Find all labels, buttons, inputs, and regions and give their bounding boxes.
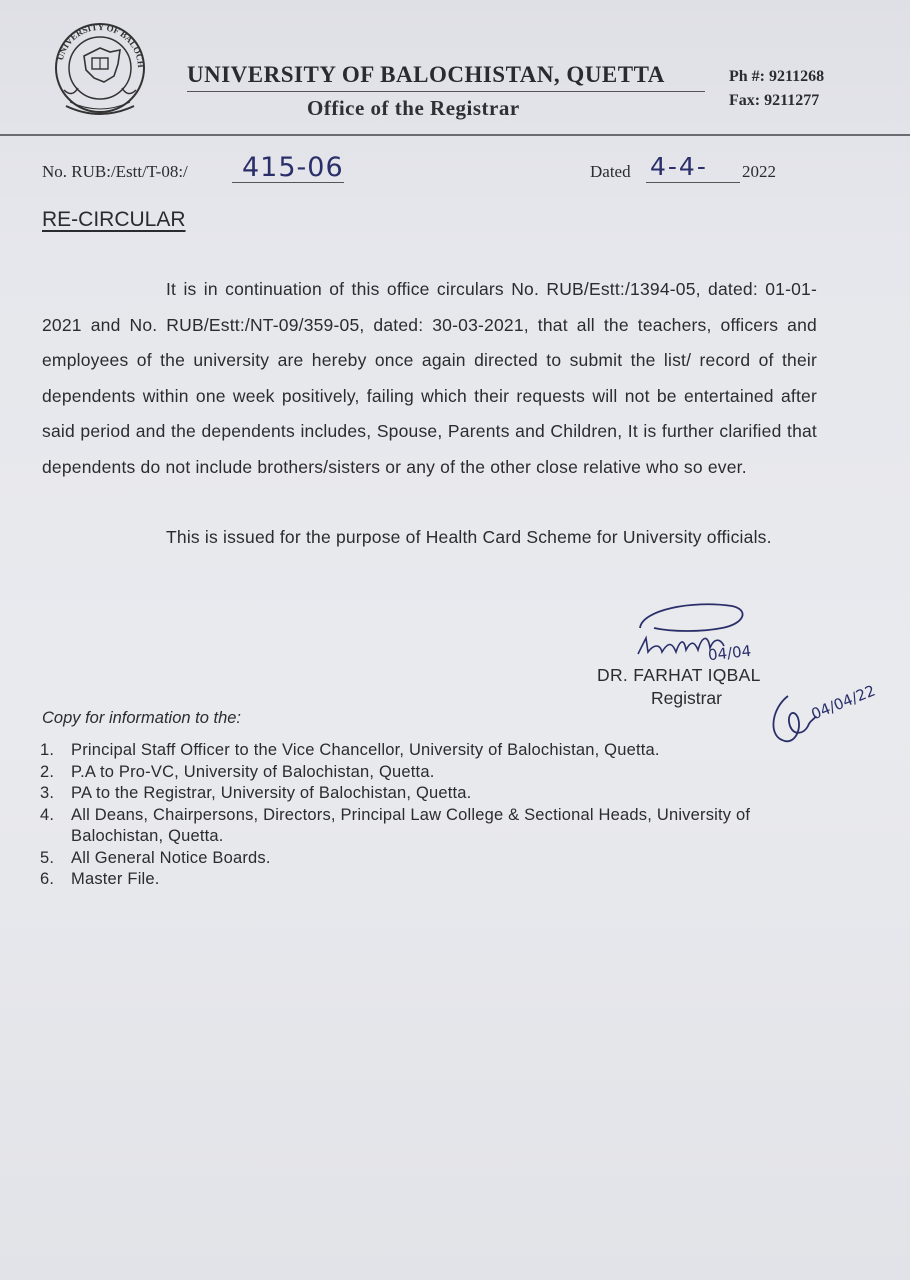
copy-item-number: 1. [40, 741, 55, 759]
reference-number-handwritten: 415-06 [242, 152, 344, 183]
copy-item-text: All Deans, Chairpersons, Directors, Principal Law College & Sectional Heads, University of Balochistan, Quetta. [71, 805, 751, 845]
copy-list-item [40, 805, 830, 848]
date-year: 2022 [742, 162, 776, 181]
header-divider [0, 134, 910, 136]
phone-number: Ph #: 9211268 [729, 68, 825, 85]
copy-list-item [40, 848, 830, 870]
copy-item-number: 6. [40, 870, 55, 888]
initials-signature [768, 690, 820, 746]
document-heading: RE-CIRCULAR [42, 208, 186, 231]
signature-date-handwritten: 04/04 [707, 641, 753, 665]
initials-date-handwritten: 04/04/22 [808, 681, 878, 724]
reference-label: No. RUB:/Estt/T-08:/ [42, 162, 188, 181]
copy-item-text: Master File. [71, 870, 160, 888]
copy-item-text: PA to the Registrar, University of Balochistan, Quetta. [71, 784, 472, 802]
date-handwritten: 4-4- [650, 152, 708, 181]
date-blank-line [646, 182, 740, 183]
university-seal-logo [44, 18, 156, 130]
copy-list-item [40, 783, 830, 805]
copy-item-number: 4. [40, 805, 55, 824]
fax-number: Fax: 9211277 [729, 92, 820, 109]
university-name: UNIVERSITY OF BALOCHISTAN, QUETTA [187, 62, 665, 87]
copy-list-item [40, 740, 830, 762]
office-name: Office of the Registrar [307, 96, 520, 120]
signatory-designation: Registrar [651, 688, 722, 708]
copy-item-number: 2. [40, 762, 55, 781]
signatory-name: DR. FARHAT IQBAL [597, 665, 761, 685]
body-paragraph-1: It is in continuation of this office circulars No. RUB/Estt:/1394-05, dated: 01-01-2021 and No. RUB/Estt:/NT-09/359-05, dated: 30-03-2021, that all the teachers, officers and employees of the university are hereby once again directed to submit the list/ record of their dependents within one week positively, failing which their requests will not be entertained after said period and the dependents includes, Spouse, Parents and Children, It is further clarified that dependents do not include brothers/sisters or any of the other close relative who so ever. [42, 279, 817, 477]
copy-item-text: All General Notice Boards. [71, 848, 271, 867]
copy-item-number: 3. [40, 784, 55, 802]
copy-item-text: Principal Staff Officer to the Vice Chancellor, University of Balochistan, Quetta. [71, 741, 660, 759]
dated-label: Dated [590, 162, 631, 181]
copy-item-number: 5. [40, 848, 55, 867]
copy-list-item [40, 869, 830, 891]
copy-label: Copy for information to the: [42, 709, 242, 727]
body-paragraph-2: This is issued for the purpose of Health Card Scheme for University officials. [166, 527, 772, 547]
svg-text:UNIVERSITY OF BALOCHISTAN: UNIVERSITY OF BALOCH [54, 21, 147, 69]
copy-item-text: P.A to Pro-VC, University of Balochistan, Quetta. [71, 762, 435, 781]
copy-list-item [40, 762, 830, 784]
copy-distribution-list [40, 740, 830, 891]
title-underline [187, 91, 705, 92]
